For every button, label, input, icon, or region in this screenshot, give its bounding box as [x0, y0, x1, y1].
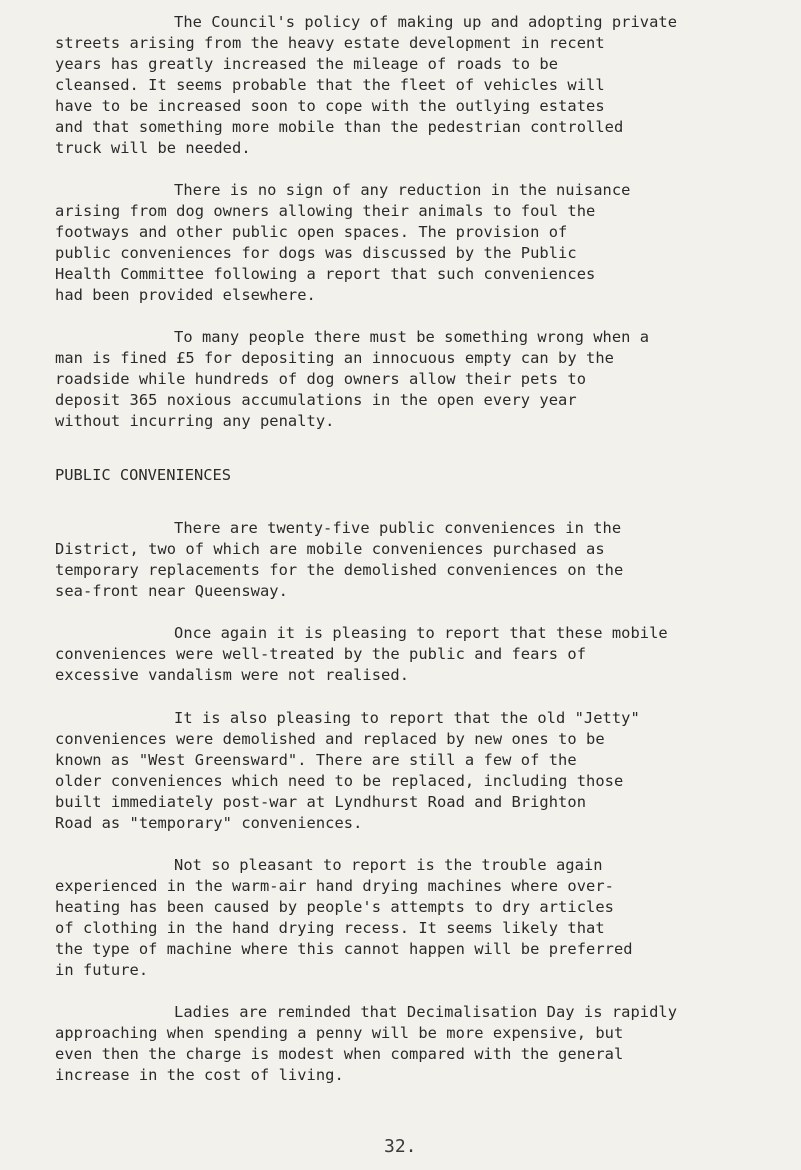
paragraph-line: Not so pleasant to report is the trouble again	[174, 856, 603, 874]
paragraph-line: There is no sign of any reduction in the nuisance	[174, 181, 631, 199]
paragraph-line: footways and other public open spaces. The provision of	[55, 223, 568, 241]
paragraph-line: built immediately post-war at Lyndhurst Road and Brighton	[55, 793, 587, 811]
paragraph-line: temporary replacements for the demolished conveniences on the	[55, 561, 624, 579]
paragraph-line: of clothing in the hand drying recess. It seems likely that	[55, 919, 605, 937]
paragraph-line: experienced in the warm-air hand drying machines where over-	[55, 877, 614, 895]
paragraph-line: streets arising from the heavy estate development in recent	[55, 34, 605, 52]
paragraph-line: have to be increased soon to cope with the outlying estates	[55, 97, 605, 115]
paragraph-line: even then the charge is modest when compared with the general	[55, 1045, 624, 1063]
paragraph-line: Once again it is pleasing to report that these mobile	[174, 624, 668, 642]
paragraph-line: roadside while hundreds of dog owners allow their pets to	[55, 370, 587, 388]
paragraph-line: sea-front near Queensway.	[55, 582, 288, 600]
paragraph-line: excessive vandalism were not realised.	[55, 666, 410, 684]
paragraph-line: conveniences were well-treated by the public and fears of	[55, 645, 587, 663]
section-heading: PUBLIC CONVENIENCES	[55, 466, 232, 484]
paragraph-line: the type of machine where this cannot happen will be preferred	[55, 940, 633, 958]
paragraph-line: truck will be needed.	[55, 139, 251, 157]
paragraph-line: Ladies are reminded that Decimalisation Day is rapidly	[174, 1003, 678, 1021]
paragraph-line: known as "West Greensward". There are still a few of the	[55, 751, 577, 769]
paragraph-line: public conveniences for dogs was discussed by the Public	[55, 244, 577, 262]
paragraph-line: To many people there must be something wrong when a	[174, 328, 650, 346]
paragraph-line: approaching when spending a penny will be more expensive, but	[55, 1024, 624, 1042]
paragraph-line: increase in the cost of living.	[55, 1066, 344, 1084]
paragraph-line: Road as "temporary" conveniences.	[55, 814, 363, 832]
paragraph-line: had been provided elsewhere.	[55, 286, 316, 304]
paragraph-line: District, two of which are mobile conveniences purchased as	[55, 540, 605, 558]
page-number: 32.	[384, 1136, 417, 1157]
paragraph-line: There are twenty-five public conveniences in the	[174, 519, 622, 537]
paragraph-line: It is also pleasing to report that the old "Jetty"	[174, 709, 640, 727]
paragraph-line: heating has been caused by people's attempts to dry articles	[55, 898, 614, 916]
paragraph-line: arising from dog owners allowing their animals to foul the	[55, 202, 596, 220]
paragraph-line: cleansed. It seems probable that the fleet of vehicles will	[55, 76, 605, 94]
paragraph-line: The Council's policy of making up and adopting private	[174, 13, 678, 31]
paragraph-line: and that something more mobile than the pedestrian controlled	[55, 118, 624, 136]
paragraph-line: in future.	[55, 961, 149, 979]
paragraph-line: years has greatly increased the mileage of roads to be	[55, 55, 559, 73]
paragraph-line: conveniences were demolished and replaced by new ones to be	[55, 730, 605, 748]
paragraph-line: man is fined £5 for depositing an innocuous empty can by the	[55, 349, 614, 367]
paragraph-line: deposit 365 noxious accumulations in the open every year	[55, 391, 577, 409]
paragraph-line: older conveniences which need to be replaced, including those	[55, 772, 624, 790]
paragraph-line: Health Committee following a report that such conveniences	[55, 265, 596, 283]
paragraph-line: without incurring any penalty.	[55, 412, 335, 430]
